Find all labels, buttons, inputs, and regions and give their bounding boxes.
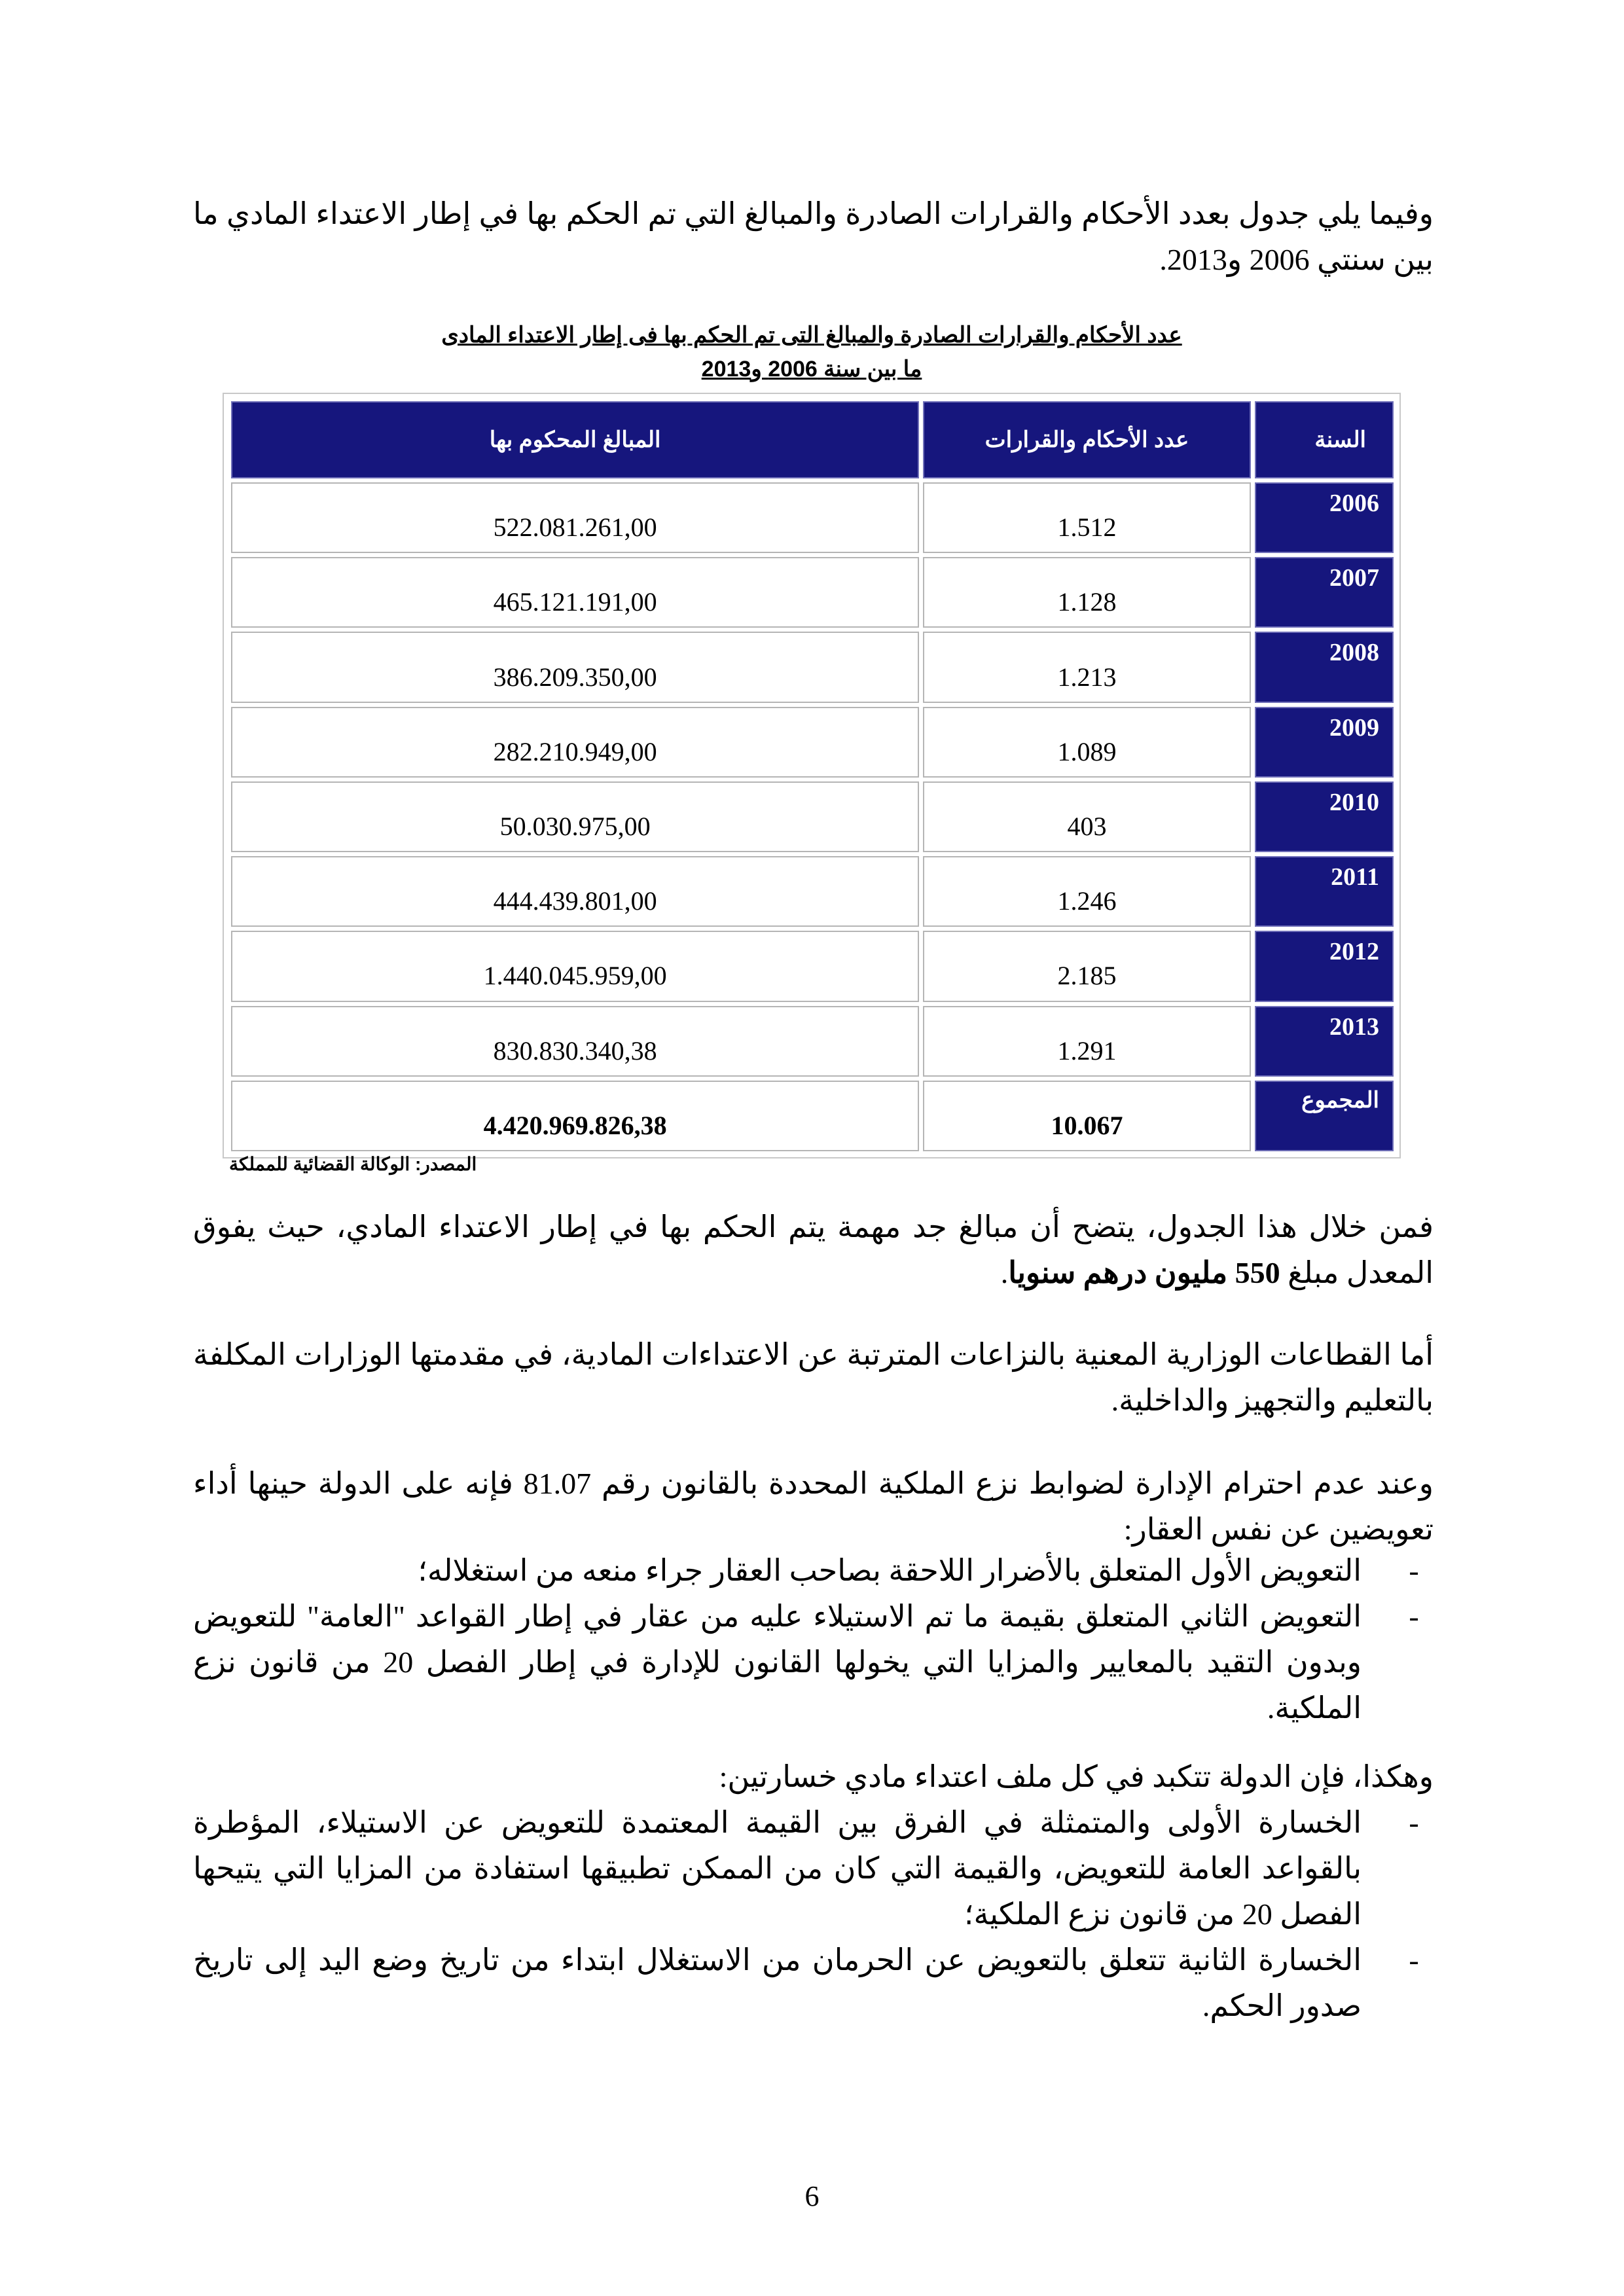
row-count: 403 — [923, 781, 1251, 852]
table-header-row — [231, 401, 1394, 478]
table-row — [231, 781, 1394, 852]
row-year: 2009 — [1255, 707, 1394, 778]
row-amount: 282.210.949,00 — [231, 707, 919, 778]
paragraph-summary — [193, 1204, 1434, 1296]
table-row — [231, 1006, 1394, 1077]
row-year: 2008 — [1255, 632, 1394, 702]
row-count: 1.512 — [923, 482, 1251, 553]
row-count: 1.213 — [923, 632, 1251, 702]
bullet-dash: - — [1409, 1806, 1419, 1839]
list-item-text: التعويض الأول المتعلق بالأضرار اللاحقة بصاحب العقار جراء منعه من استغلاله؛ — [418, 1554, 1362, 1587]
row-count: 1.128 — [923, 557, 1251, 628]
row-count: 1.246 — [923, 856, 1251, 927]
row-year: 2013 — [1255, 1006, 1394, 1077]
total-amount: 4.420.969.826,38 — [231, 1081, 919, 1151]
list-item — [193, 1800, 1434, 1937]
row-amount: 386.209.350,00 — [231, 632, 919, 702]
row-amount: 522.081.261,00 — [231, 482, 919, 553]
row-count: 1.291 — [923, 1006, 1251, 1077]
total-label: المجموع — [1255, 1081, 1394, 1151]
list-item-text: التعويض الثاني المتعلق بقيمة ما تم الاستيلاء عليه من عقار في إطار القواعد "العامة" للتعويض وبدون التقيد بالمعايير والمزايا التي يخولها القانون للإدارة في إطار الفصل 20 من قانون نزع الملكية. — [193, 1600, 1362, 1725]
list-item — [193, 1937, 1434, 2029]
summary-end: . — [1000, 1256, 1009, 1289]
bullet-dash: - — [1409, 1554, 1419, 1587]
table-row — [231, 482, 1394, 553]
paragraph-compensation: وعند عدم احترام الإدارة لضوابط نزع الملكية المحددة بالقانون رقم 81.07 فإنه على الدولة حينها أداء تعويضين عن نفس العقار: — [193, 1467, 1434, 1546]
table-row — [231, 707, 1394, 778]
table-row — [231, 931, 1394, 1001]
row-year: 2011 — [1255, 856, 1394, 927]
row-year: 2012 — [1255, 931, 1394, 1001]
header-count: عدد الأحكام والقرارات — [923, 401, 1251, 478]
total-count: 10.067 — [923, 1081, 1251, 1151]
data-table — [227, 397, 1398, 1155]
bullet-dash: - — [1409, 1943, 1419, 1977]
list-item-text: الخسارة الثانية تتعلق بالتعويض عن الحرمان من الاستغلال ابتداء من تاريخ وضع اليد إلى تاريخ صدور الحكم. — [193, 1943, 1362, 2022]
row-amount: 50.030.975,00 — [231, 781, 919, 852]
row-year: 2010 — [1255, 781, 1394, 852]
table-source-note: المصدر: الوكالة القضائية للمملكة — [229, 1154, 477, 1174]
table-row — [231, 856, 1394, 927]
list-item — [193, 1594, 1434, 1731]
bullet-dash: - — [1409, 1600, 1419, 1633]
list-item — [193, 1548, 1434, 1594]
table-caption-line2: ما بين سنة 2006 و2013 — [701, 357, 922, 382]
header-year: السنة — [1255, 401, 1394, 478]
row-amount: 465.121.191,00 — [231, 557, 919, 628]
paragraph-losses: وهكذا، فإن الدولة تتكبد في كل ملف اعتداء مادي خسارتين: — [719, 1760, 1434, 1793]
row-amount: 830.830.340,38 — [231, 1006, 919, 1077]
row-year: 2007 — [1255, 557, 1394, 628]
header-amount: المبالغ المحكوم بها — [231, 401, 919, 478]
table-row — [231, 557, 1394, 628]
summary-highlight: 550 مليون درهم سنويا — [1008, 1256, 1280, 1289]
row-amount: 444.439.801,00 — [231, 856, 919, 927]
row-amount: 1.440.045.959,00 — [231, 931, 919, 1001]
row-count: 1.089 — [923, 707, 1251, 778]
data-table-frame — [223, 393, 1401, 1158]
table-row — [231, 632, 1394, 702]
table-total-row — [231, 1081, 1394, 1151]
page-number: 6 — [804, 2180, 820, 2212]
table-caption-line1: عدد الأحكام والقرارات الصادرة والمبالغ التى تم الحكم بها فى إطار الاعتداء المادى — [441, 323, 1182, 348]
row-year: 2006 — [1255, 482, 1394, 553]
summary-text: فمن خلال هذا الجدول، يتضح أن مبالغ جد مهمة يتم الحكم بها في إطار الاعتداء المادي، حيث يفوق المعدل مبلغ — [193, 1210, 1434, 1289]
paragraph-sectors: أما القطاعات الوزارية المعنية بالنزاعات المترتبة عن الاعتداءات المادية، في مقدمتها الوزارات المكلفة بالتعليم والتجهيز والداخلية. — [193, 1338, 1434, 1417]
list-item-text: الخسارة الأولى والمتمثلة في الفرق بين القيمة المعتمدة للتعويض عن الاستيلاء، المؤطرة بالقواعد العامة للتعويض، والقيمة التي كان من الممكن تطبيقها استفادة من المزايا التي يتيحها الفصل 20 من قانون نزع الملكية؛ — [193, 1806, 1362, 1931]
intro-paragraph: وفيما يلي جدول بعدد الأحكام والقرارات الصادرة والمبالغ التي تم الحكم بها في إطار الاعتداء المادي ما بين سنتي 2006 و2013. — [193, 197, 1434, 276]
row-count: 2.185 — [923, 931, 1251, 1001]
